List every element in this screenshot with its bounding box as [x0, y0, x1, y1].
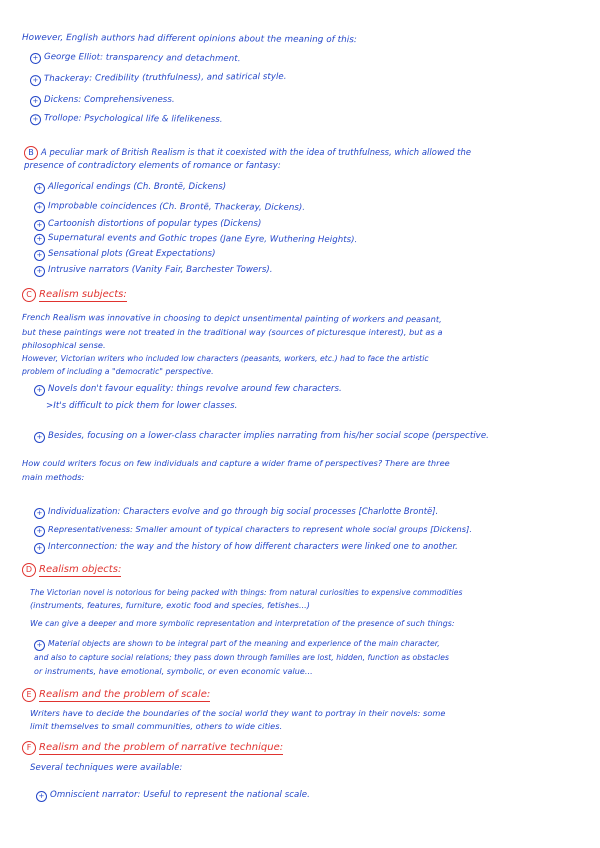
section-c-marker: C: [22, 288, 36, 302]
section-f-heading: F Realism and the problem of narrative technique:: [22, 741, 283, 755]
section-e-heading: E Realism and the problem of scale:: [22, 688, 210, 702]
plus-bullet-icon: +: [34, 250, 45, 261]
plus-bullet-icon: +: [34, 543, 45, 554]
section-d-bullet-cont: or instruments, have emotional, symbolic, or even economic value...: [34, 667, 313, 676]
plus-bullet-icon: +: [34, 640, 45, 651]
section-d-paragraph: The Victorian novel is notorious for being packed with things: from natural curiosities to expensive commodities: [30, 588, 463, 597]
section-b-line: B A peculiar mark of British Realism is that it coexisted with the idea of truthfulness, which allowed the: [24, 146, 471, 160]
section-c-paragraph: philosophical sense.: [22, 340, 106, 350]
plus-bullet-icon: +: [34, 202, 45, 213]
section-c-paragraph: French Realism was innovative in choosing to depict unsentimental painting of workers and peasant,: [21, 311, 442, 325]
section-c-paragraph: However, Victorian writers who included low characters (peasants, workers, etc.) had to face the artistic: [22, 354, 429, 363]
section-d-bullet-cont: and also to capture social relations; they pass down through families are lost, hidden, function as obstacles: [34, 653, 449, 662]
plus-bullet-icon: +: [34, 432, 45, 443]
plus-bullet-icon: +: [30, 75, 41, 86]
section-c-bullet: + Novels don't favour equality: things revolve around few characters.: [34, 384, 342, 396]
section-e-marker: E: [22, 688, 36, 702]
plus-bullet-icon: +: [34, 385, 45, 396]
section-d-paragraph: We can give a deeper and more symbolic representation and interpretation of the presence of such things:: [30, 619, 455, 628]
section-b-item: + Cartoonish distortions of popular types (Dickens): [34, 219, 261, 231]
section-d-bullet: + Material objects are shown to be integral part of the meaning and experience of the main character,: [34, 638, 440, 651]
intro-line: However, English authors had different opinions about the meaning of this:: [21, 32, 357, 46]
plus-bullet-icon: +: [34, 266, 45, 277]
section-e-line: Writers have to decide the boundaries of the social world they want to portray in their novels: some: [30, 708, 446, 718]
section-f-marker: F: [22, 741, 36, 755]
section-d-marker: D: [22, 563, 36, 577]
plus-bullet-icon: +: [34, 526, 45, 537]
section-f-line: Several techniques were available:: [30, 763, 183, 773]
author-item: + Thackeray: Credibility (truthfulness), and satirical style.: [30, 72, 287, 86]
section-b-item: + Intrusive narrators (Vanity Fair, Barchester Towers).: [34, 265, 273, 277]
section-b-item: + Supernatural events and Gothic tropes (Jane Eyre, Wuthering Heights).: [34, 233, 357, 247]
plus-bullet-icon: +: [36, 791, 47, 802]
plus-bullet-icon: +: [30, 114, 41, 125]
section-c-paragraph: main methods:: [22, 472, 85, 482]
section-b-line: presence of contradictory elements of romance or fantasy:: [24, 161, 281, 171]
author-item: + Dickens: Comprehensiveness.: [30, 95, 175, 107]
section-b-item: + Allegorical endings (Ch. Brontë, Dickens): [34, 182, 226, 194]
method-item: + Individualization: Characters evolve and go through big social processes [Charlotte Brontë].: [34, 506, 438, 519]
author-item: + Trollope: Psychological life & lifelikeness.: [30, 113, 223, 127]
section-d-heading: D Realism objects:: [22, 563, 121, 577]
section-c-paragraph: How could writers focus on few individuals and capture a wider frame of perspectives? There are three: [22, 458, 450, 468]
section-c-bullet: + Besides, focusing on a lower-class character implies narrating from his/her social scope (perspective.: [34, 431, 489, 443]
method-item: + Representativeness: Smaller amount of typical characters to represent whole social groups [Dickens].: [34, 524, 472, 537]
section-d-paragraph: (instruments, features, furniture, exotic food and species, fetishes...): [30, 601, 310, 610]
plus-bullet-icon: +: [30, 53, 41, 64]
plus-bullet-icon: +: [34, 183, 45, 194]
section-e-line: limit themselves to small communities, others to wide cities.: [30, 721, 283, 731]
plus-bullet-icon: +: [34, 234, 45, 245]
section-c-paragraph: problem of including a "democratic" perspective.: [22, 367, 214, 376]
method-item: + Interconnection: the way and the history of how different characters were linked one to another.: [34, 541, 458, 554]
section-b-item: + Sensational plots (Great Expectations): [34, 249, 215, 261]
section-f-bullet: + Omniscient narrator: Useful to represent the national scale.: [36, 790, 310, 802]
plus-bullet-icon: +: [34, 220, 45, 231]
plus-bullet-icon: +: [34, 508, 45, 519]
section-b-marker: B: [24, 146, 38, 160]
author-item: + George Elliot: transparency and detachment.: [30, 52, 241, 66]
section-c-paragraph: but these paintings were not treated in the traditional way (sources of picturesque interest), but as a: [22, 327, 443, 337]
section-b-item: + Improbable coincidences (Ch. Brontë, Thackeray, Dickens).: [34, 201, 305, 215]
section-c-subpoint: >It's difficult to pick them for lower classes.: [46, 401, 238, 411]
plus-bullet-icon: +: [30, 96, 41, 107]
section-c-heading: C Realism subjects:: [22, 288, 127, 302]
